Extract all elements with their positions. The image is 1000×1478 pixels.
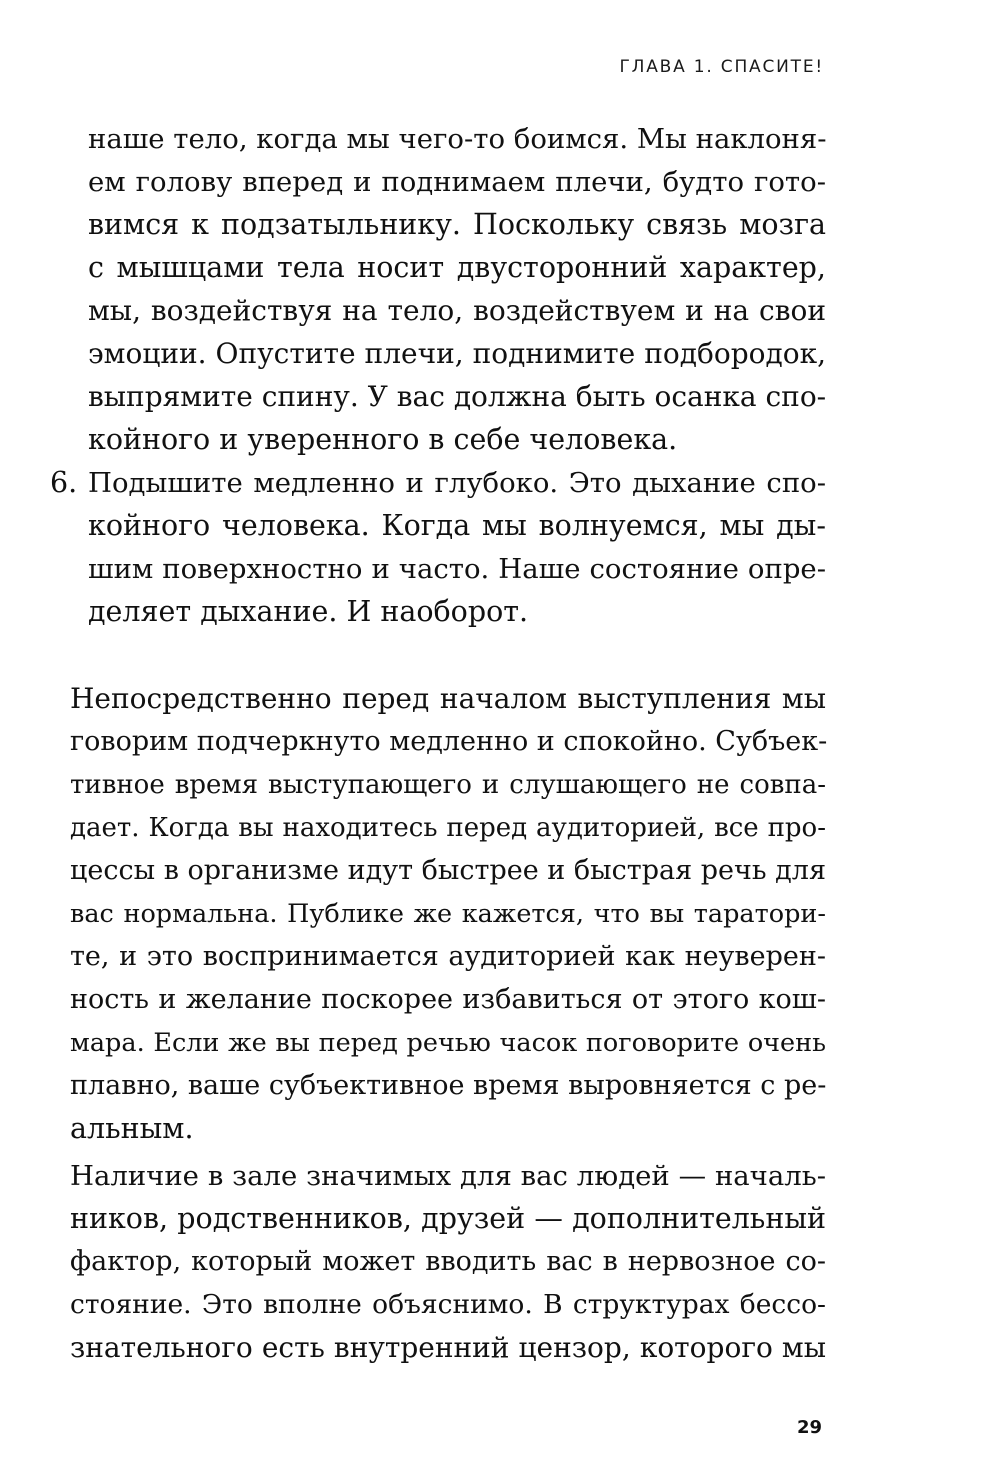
list-line: мы, воздействуя на тело, воздействуем и на свои	[88, 294, 826, 327]
paragraph-line: фактор, который может вводить вас в нервозное со-	[70, 1246, 826, 1277]
paragraph-line: плавно, ваше субъективное время выровняется с ре-	[70, 1070, 827, 1101]
paragraph-line: вас нормальна. Публике же кажется, что вы таратори-	[70, 899, 826, 929]
list-line: шим поверхностно и часто. Наше состояние опре-	[88, 553, 826, 585]
list-line: наше тело, когда мы чего-то боимся. Мы наклоня-	[88, 123, 827, 155]
paragraph-line: альным.	[70, 1112, 194, 1145]
list-line: ем голову вперед и поднимаем плечи, будто гото-	[88, 166, 826, 198]
list-line: вимся к подзатыльнику. Поскольку связь мозга	[88, 208, 826, 241]
paragraph-line: ников, родственников, друзей — дополнительный	[70, 1202, 826, 1235]
list-line: деляет дыхание. И наоборот.	[88, 595, 529, 628]
running-head: ГЛАВА 1. СПАСИТЕ!	[619, 57, 824, 77]
paragraph-line: Непосредственно перед началом выступления мы	[70, 682, 826, 715]
list-line: койного и уверенного в себе человека.	[88, 423, 678, 456]
paragraph-line: ность и желание поскорее избавиться от этого кош-	[70, 984, 826, 1015]
list-line: эмоции. Опустите плечи, поднимите подбородок,	[88, 337, 826, 370]
paragraph-line: стояние. Это вполне объяснимо. В структурах бессо-	[70, 1289, 826, 1320]
paragraph-line: цессы в организме идут быстрее и быстрая речь для	[70, 855, 826, 886]
list-line: койного человека. Когда мы волнуемся, мы ды-	[88, 509, 826, 542]
paragraph-line: знательного есть внутренний цензор, которого мы	[70, 1331, 826, 1364]
paragraph-line: мара. Если же вы перед речью часок поговорите очень	[70, 1028, 826, 1058]
list-line: с мышцами тела носит двусторонний характер,	[88, 251, 826, 284]
paragraph-line: Наличие в зале значимых для вас людей — началь-	[70, 1160, 826, 1192]
list-line: Подышите медленно и глубоко. Это дыхание спо-	[88, 467, 826, 499]
list-line: выпрямите спину. У вас должна быть осанка спо-	[88, 380, 827, 413]
list-item-number: 6.	[50, 466, 78, 499]
paragraph-line: дает. Когда вы находитесь перед аудиторией, все про-	[70, 813, 826, 843]
paragraph-line: тивное время выступающего и слушающего не совпа-	[70, 770, 826, 800]
paragraph-line: те, и это воспринимается аудиторией как неуверен-	[70, 941, 826, 972]
page-number: 29	[796, 1417, 822, 1438]
paragraph-line: говорим подчеркнуто медленно и спокойно. Субъек-	[70, 726, 828, 757]
